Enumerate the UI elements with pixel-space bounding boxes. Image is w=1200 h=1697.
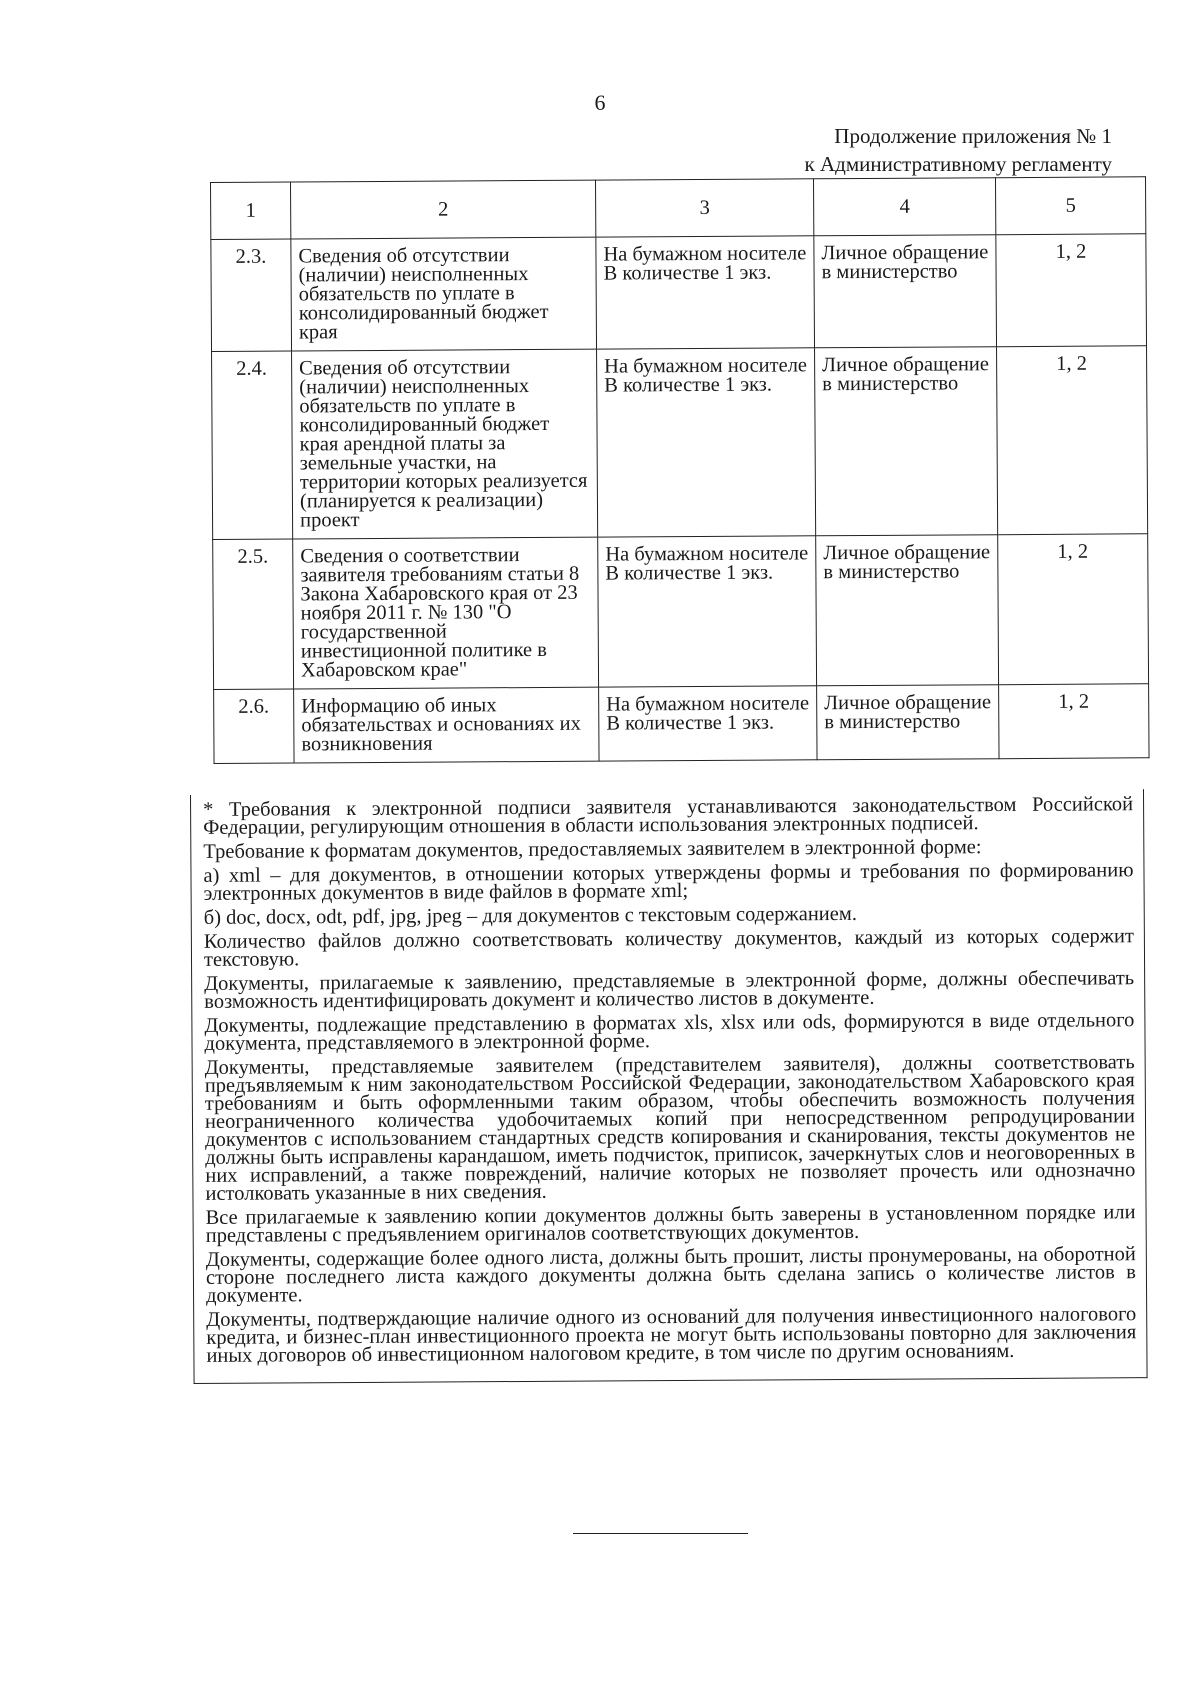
form-quantity: В количестве 1 экз. [603, 261, 772, 285]
table-row [214, 684, 1149, 764]
form-quantity: В количестве 1 экз. [605, 561, 774, 585]
column-header-3: 3 [595, 179, 813, 237]
form-medium: На бумажном носителе [603, 242, 807, 266]
codes: 1, 2 [997, 346, 1148, 535]
codes: 1, 2 [998, 534, 1149, 685]
column-header-1: 1 [211, 182, 291, 239]
document-name: Сведения о соответствии заявителя требованиям статьи 8 Закона Хабаровского края от 23 ноября 2011 г. № 130 "О государственной инвестиционной политике в Хабаровском крае" [293, 537, 599, 689]
document-name: Информацию об иных обязательствах и основаниях их возникновения [294, 687, 599, 763]
submission-form [599, 686, 817, 761]
submission-method: Личное обращение в министерство [816, 535, 999, 686]
row-number: 2.3. [211, 239, 292, 351]
appendix-header [805, 122, 1112, 178]
appendix-line-1: Продолжение приложения № 1 [834, 124, 1112, 148]
note-document-requirements: Документы, представляемые заявителем (представителем заявителя), должны соответствовать предъявляемым к ним законодательством Российской Федерации, законодательством Хабаровского края требованиям и быть оформленными таким образом, чтобы обеспечить возможность получения неограниченного количества удобочитаемых копий при непосредственном репродуцировании документов с использованием стандартных средств копирования и сканирования, тексты документов не должны быть исправлены карандашом, иметь подчисток, приписок, зачеркнутых слов и неоговоренных в них исправлений, а также повреждений, наличие которых не позволяет прочесть или однозначно истолковать указанные в них сведения. [204, 1051, 1136, 1205]
note-spreadsheets: Документы, подлежащие представлению в форматах xls, xlsx или ods, формируются в виде отдельного документа, представляемого в электронной форме. [204, 1009, 1135, 1055]
table-header-row [211, 177, 1146, 240]
form-medium: На бумажном носителе [605, 542, 809, 566]
submission-method: Личное обращение в министерство [814, 235, 997, 348]
end-divider [573, 1533, 748, 1534]
note-formats-intro: Требование к форматам документов, предоставляемых заявителем в электронной форме: [203, 836, 982, 863]
submission-form [598, 536, 817, 687]
codes: 1, 2 [999, 684, 1149, 759]
note-reuse-restriction: Документы, подтверждающие наличие одного из оснований для получения инвестиционного налогового кредита, и бизнес-план инвестиционного проекта не могут быть использованы повторно для заключения иных договоров об инвестиционном налоговом кредите, в том числе по другим основаниям. [206, 1303, 1137, 1367]
submission-method: Личное обращение в министерство [815, 347, 998, 536]
table-row [211, 234, 1147, 352]
form-medium: На бумажном носителе [606, 692, 810, 716]
column-header-4: 4 [813, 178, 995, 236]
form-medium: На бумажном носителе [604, 354, 808, 378]
page-number: 6 [594, 90, 606, 115]
document-name: Сведения об отсутствии (наличии) неисполненных обязательств по уплате в консолидированный бюджет края [291, 237, 597, 351]
codes: 1, 2 [996, 234, 1147, 347]
submission-method: Личное обращение в министерство [817, 685, 999, 760]
row-number: 2.4. [212, 351, 293, 539]
submission-form [597, 348, 816, 537]
form-quantity: В количестве 1 экз. [606, 711, 775, 735]
submission-form [596, 236, 815, 349]
documents-table [210, 176, 1150, 764]
note-format-xml: а) xml – для документов, в отношении которых утверждены формы и требования по формированию электронных документов в виде файлов в формате xml; [203, 859, 1134, 905]
appendix-line-2: к Административному регламенту [804, 152, 1112, 176]
column-header-5: 5 [995, 177, 1145, 235]
column-header-2: 2 [291, 180, 596, 239]
table-row [212, 346, 1148, 540]
form-quantity: В количестве 1 экз. [604, 373, 773, 397]
row-number: 2.6. [214, 689, 294, 763]
note-copies-certification: Все прилагаемые к заявлению копии документов должны быть заверены в установленном порядке или представлены с предъявлением оригиналов соответствующих документов. [205, 1201, 1136, 1247]
notes-block [190, 789, 1148, 1384]
table-row [213, 534, 1149, 690]
row-number: 2.5. [213, 539, 294, 689]
note-multi-page: Документы, содержащие более одного листа, должны быть прошит, листы пронумерованы, на оборотной стороне последнего листа каждого документы должна быть сделана запись о количестве листов в документе. [205, 1243, 1137, 1307]
note-identification: Документы, прилагаемые к заявлению, представляемые в электронной форме, должны обеспечивать возможность идентифицировать документ и количество листов в документе. [204, 967, 1135, 1013]
note-signature: * Требования к электронной подписи заявителя устанавливаются законодательством Российской Федерации, регулирующим отношения в области использования электронных подписей. [203, 793, 1134, 839]
document-name: Сведения об отсутствии (наличии) неисполненных обязательств по уплате в консолидированный бюджет края арендной платы за земельные участки, на территории которых реализуется (планируется к реализации) проект [292, 349, 598, 539]
note-format-text: б) doc, docx, odt, pdf, jpg, jpeg – для документов с текстовым содержанием. [203, 902, 857, 929]
note-file-count: Количество файлов должно соответствовать количеству документов, каждый из которых содержит текстовую. [203, 925, 1134, 971]
